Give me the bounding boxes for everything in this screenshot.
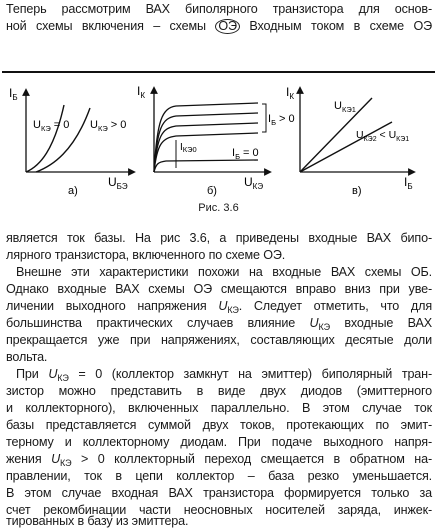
panel-a-label: а) bbox=[68, 185, 78, 197]
panel-c-label: в) bbox=[352, 185, 362, 197]
p3-line-4: базы представляется суммой двух токов, протекающих по эмит- bbox=[6, 418, 432, 432]
panel-a-x-label: $U_{БЭ}$ bbox=[108, 175, 128, 191]
panel-a bbox=[9, 86, 132, 197]
p2-line-1: Внешне эти характеристики похожи на входные ВАХ схемы ОБ. bbox=[16, 265, 432, 279]
panel-c-line1-label: $U_{КЭ1}$ bbox=[334, 100, 356, 114]
header-line-2 bbox=[6, 19, 432, 34]
panel-b-label: б) bbox=[207, 185, 217, 197]
p3-line-9: счет рекомбинации части неосновных носителей заряда, инжек- bbox=[6, 503, 432, 517]
circled-oe: ОЭ bbox=[215, 19, 240, 34]
p1-line-1: является ток базы. На рис 3.6, а приведены входные ВАХ бипо- bbox=[6, 231, 432, 245]
p3-line-3: и коллекторного), включенных параллельно. В этом случае ток bbox=[6, 401, 432, 415]
panel-a-curve2-label: $U_{КЭ} > 0$ bbox=[90, 119, 127, 133]
panel-b-ike0-label: $I_{КЭ0}$ bbox=[180, 142, 197, 154]
header-line-1: Теперь рассмотрим ВАХ биполярного транзистора для основ- bbox=[6, 2, 432, 16]
p3-line-2: зистор можно представить в виде двух диодов (эмиттерного bbox=[6, 384, 432, 398]
p2-line-4: большинства практических случаев влияние $U_{КЭ}$ входные ВАХ bbox=[6, 316, 432, 332]
p1-line-2: лярного транзистора, включенного по схеме ОЭ. bbox=[6, 248, 286, 262]
panel-b-curve-ib0 bbox=[154, 160, 258, 172]
top-rule bbox=[2, 71, 435, 73]
p2-line-3: личении выходного напряжения $U_{КЭ}$. Следует отметить, что для bbox=[6, 299, 432, 315]
p3-line-8: В этом случае входная ВАХ транзистора формируется только за bbox=[6, 486, 432, 500]
panel-a-curve1-label: $U_{КЭ} = 0$ bbox=[33, 119, 70, 133]
panel-c-x-label: $I_Б$ bbox=[404, 175, 413, 191]
panel-b-y-label: $I_К$ bbox=[137, 84, 146, 100]
panel-a-curve-uke-pos bbox=[36, 108, 90, 172]
panel-b-x-label: $U_{КЭ}$ bbox=[244, 175, 264, 191]
p3-line-10: тированных в базу из эмиттера. bbox=[6, 514, 189, 528]
p2-line-6: вольта. bbox=[6, 350, 48, 364]
p2-line-2: Однако входные ВАХ схемы ОЭ смещаются вправо вниз при уве- bbox=[6, 282, 432, 296]
panel-b bbox=[137, 84, 295, 197]
p3-line-1: При $U_{КЭ} = 0$ (коллектор замкнут на эмиттер) биполярный тран- bbox=[16, 367, 432, 383]
panel-b-brace bbox=[262, 104, 266, 132]
panel-c-y-label: $I_К$ bbox=[286, 85, 295, 101]
panel-b-family-label: $I_Б > 0$ bbox=[268, 113, 295, 127]
header-line-2-end: Входным током в схеме ОЭ bbox=[239, 19, 433, 33]
panel-c-line2-label: $U_{КЭ2} < U_{КЭ1}$ bbox=[356, 129, 410, 143]
p3-line-6: жения $U_{КЭ} > 0$ коллекторный переход смещается в обратном на- bbox=[6, 452, 433, 468]
p3-line-7: правлении, ток в цепи коллектор – база резко уменьшается. bbox=[6, 469, 432, 483]
p3-line-5: терному и коллекторному диодам. При подаче выходного напря- bbox=[6, 435, 432, 449]
p2-line-5: прекращается уже при напряжениях, составляющих десятые доли bbox=[6, 333, 432, 347]
panel-b-ib0-label: $I_Б = 0$ bbox=[232, 147, 259, 161]
panel-a-y-label: $I_Б$ bbox=[9, 86, 18, 102]
header-line-2-start: ной схемы включения – схемы bbox=[6, 19, 216, 33]
panel-c bbox=[286, 85, 413, 197]
panel-a-curve-uke0 bbox=[26, 105, 64, 172]
panel-b-curve-2 bbox=[154, 113, 258, 172]
figure-caption: Рис. 3.6 bbox=[198, 202, 239, 214]
